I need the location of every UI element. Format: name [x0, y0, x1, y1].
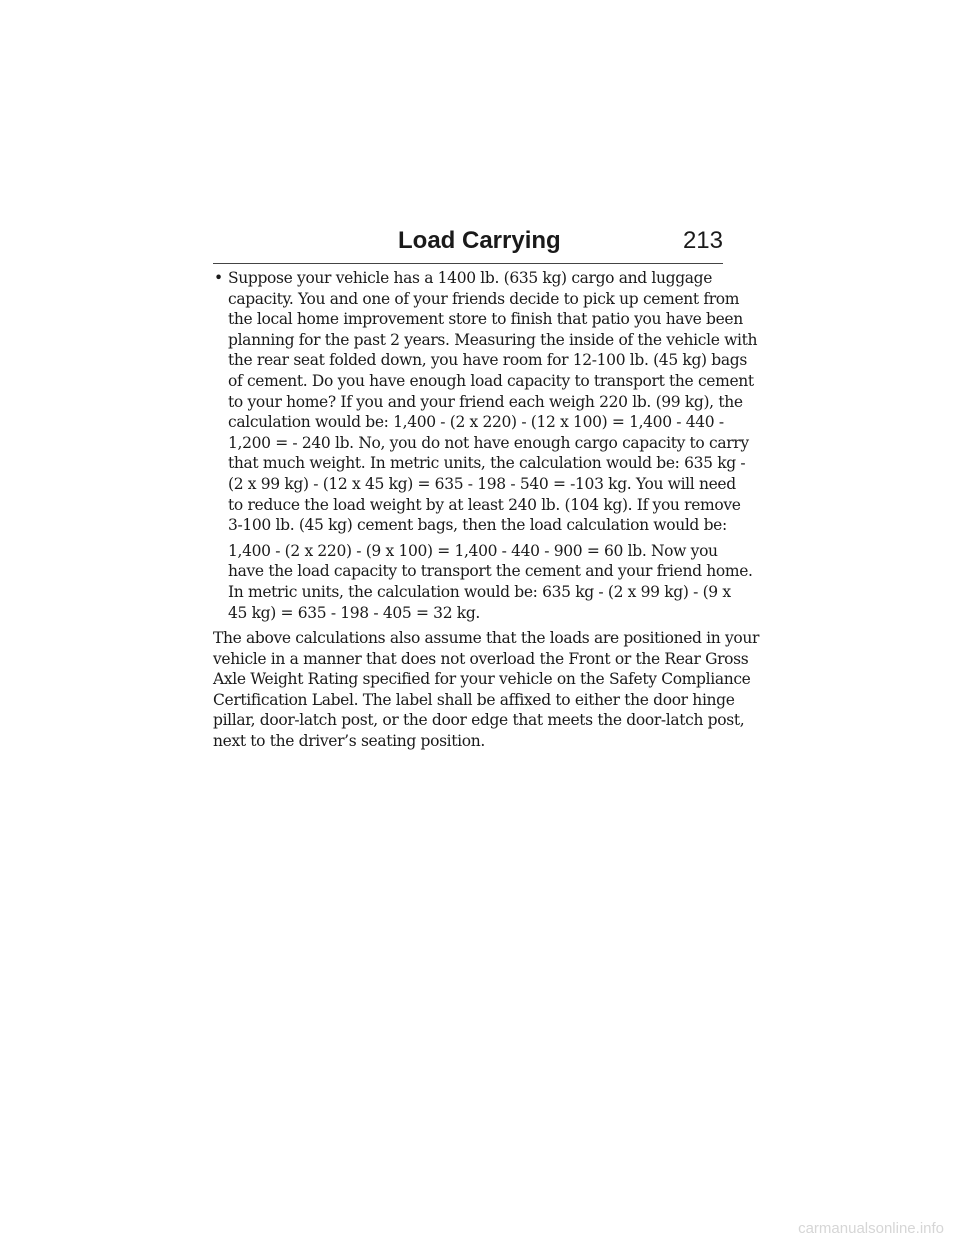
bullet-line: capacity. You and one of your friends decide to pick up cement from [228, 289, 740, 308]
bullet-line: 1,200 = - 240 lb. No, you do not have enough cargo capacity to carry [228, 433, 749, 452]
paragraph-line: next to the driver’s seating position. [213, 732, 485, 751]
bullet-item [213, 268, 758, 536]
page-header [213, 226, 723, 262]
bullet-icon: • [214, 269, 223, 287]
calculation-paragraph [213, 541, 753, 623]
page-number: 213 [682, 227, 723, 254]
bullet-line: to reduce the load weight by at least 240 lb. (104 kg). If you remove [228, 495, 741, 514]
section-title: Load Carrying [398, 227, 561, 254]
bullet-line: the rear seat folded down, you have room for 12-100 lb. (45 kg) bags [228, 351, 747, 370]
bullet-line: of cement. Do you have enough load capacity to transport the cement [228, 371, 754, 390]
bullet-line: calculation would be: 1,400 - (2 x 220) - (12 x 100) = 1,400 - 440 - [228, 413, 724, 432]
watermark-text: carmanualsonline.info [798, 1220, 944, 1237]
paragraph-line: Certification Label. The label shall be affixed to either the door hinge [213, 690, 735, 709]
calculation-line: have the load capacity to transport the cement and your friend home. [228, 562, 753, 581]
bullet-line: the local home improvement store to finish that patio you have been [228, 310, 743, 329]
body-paragraph [213, 628, 760, 752]
calculation-line: 45 kg) = 635 - 198 - 405 = 32 kg. [228, 603, 480, 622]
calculation-line: 1,400 - (2 x 220) - (9 x 100) = 1,400 - 440 - 900 = 60 lb. Now you [228, 541, 718, 560]
bullet-line: (2 x 99 kg) - (12 x 45 kg) = 635 - 198 - 540 = -103 kg. You will need [228, 474, 736, 493]
calculation-line: In metric units, the calculation would be: 635 kg - (2 x 99 kg) - (9 x [228, 582, 731, 601]
paragraph-line: pillar, door-latch post, or the door edge that meets the door-latch post, [213, 711, 745, 730]
bullet-line: to your home? If you and your friend each weigh 220 lb. (99 kg), the [228, 392, 743, 411]
bullet-line: planning for the past 2 years. Measuring the inside of the vehicle with [228, 330, 758, 349]
bullet-line: that much weight. In metric units, the calculation would be: 635 kg - [228, 454, 746, 473]
paragraph-line: The above calculations also assume that the loads are positioned in your [213, 629, 760, 648]
bullet-line: 3-100 lb. (45 kg) cement bags, then the load calculation would be: [228, 516, 727, 535]
header-divider [213, 263, 723, 264]
paragraph-line: Axle Weight Rating specified for your vehicle on the Safety Compliance [213, 670, 751, 689]
paragraph-line: vehicle in a manner that does not overload the Front or the Rear Gross [213, 649, 749, 668]
page-body [213, 268, 760, 752]
bullet-line: Suppose your vehicle has a 1400 lb. (635 kg) cargo and luggage [228, 269, 713, 287]
